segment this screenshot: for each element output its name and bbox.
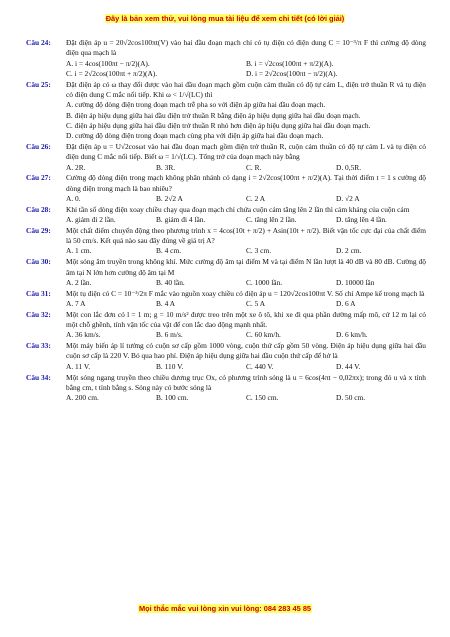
question-stem: Một chất điểm chuyển động theo phương trình x = 4cos(10t + π/2) + Asin(10t + π/2). Biết vận tốc cực đại của chất điểm là 50 cm/s. Kết quả nào sau đây đúng về giá trị A?: [66, 225, 426, 246]
option: A. i = 4cos(100πt − π/2)(A).: [66, 58, 150, 68]
question: [26, 257, 426, 288]
option: B. 2√2 A: [156, 193, 183, 203]
question: [26, 310, 426, 341]
option: C. 1000 lần.: [246, 277, 283, 287]
option: D. 10000 lần: [336, 277, 375, 287]
option: C. 5 A: [246, 298, 266, 308]
option: A. cường độ dòng điện trong đoạn mạch trễ pha so với điện áp giữa hai đầu đoạn mạch.: [66, 100, 326, 110]
option: B. điện áp hiệu dụng giữa hai đầu điện trở thuần R bằng điện áp hiệu dụng giữa hai đầu đoạn mạch.: [66, 110, 361, 120]
option: D. 6 km/h.: [336, 330, 368, 340]
question-stem: Khi tần số dòng điện xoay chiều chạy qua đoạn mạch chỉ chứa cuộn cảm tăng lên 2 lần thì cảm kháng của cuộn cảm: [66, 204, 410, 214]
question: [26, 373, 426, 404]
option: C. 2 A: [246, 193, 266, 203]
option-list: [66, 330, 426, 340]
question-stem: Cường độ dòng điện trong mạch không phân nhánh có dạng i = 2√2cos(100πt + π/2)(A). Tại thời điểm t = 1 s cường độ dòng điện trong mạch là bao nhiêu?: [66, 173, 426, 193]
question: [26, 226, 426, 257]
option: C. tăng lên 2 lần.: [246, 215, 297, 225]
question-label: Câu 28:: [26, 204, 51, 214]
question-label: Câu 27:: [26, 173, 51, 183]
option: B. 40 lần.: [156, 277, 185, 287]
question-label: Câu 30:: [26, 257, 51, 267]
option-list: [66, 278, 426, 288]
option: B. 100 cm.: [156, 393, 189, 403]
option: D. 50 cm.: [336, 393, 366, 403]
question-list: [26, 38, 426, 404]
option-list: [66, 59, 426, 80]
option-list: [66, 299, 426, 309]
option: D. √2 A: [336, 193, 360, 203]
option-list: [66, 163, 426, 173]
question: [26, 289, 426, 310]
option-list: [66, 393, 426, 403]
option-list: [66, 246, 426, 256]
question: [26, 173, 426, 204]
option: D. i = 2√2cos(100πt − π/2)(A).: [246, 68, 338, 78]
question-label: Câu 32:: [26, 309, 51, 319]
option: D. 44 V.: [336, 361, 361, 371]
question-stem: Một máy biến áp lí tưởng có cuộn sơ cấp gồm 1000 vòng, cuộn thứ cấp gồm 50 vòng. Điện áp hiệu dụng giữa hai đầu cuộn sơ cấp là 220 V. Bỏ qua hao phí. Điện áp hiệu dụng giữa hai đầu cuộn thứ cấp để hở là: [66, 341, 426, 361]
question-stem: Một tụ điện có C = 10⁻³/2π F mắc vào nguồn xoay chiều có điện áp u = 120√2cos100πt V. Số chỉ Ampe kế trong mạch là: [66, 288, 425, 298]
option: A. 36 km/s.: [66, 330, 101, 340]
question: [26, 80, 426, 142]
contact-banner: Mọi thắc mắc vui lòng xin vui lòng: 084 283 45 85: [138, 604, 312, 613]
option: C. R.: [246, 162, 262, 172]
option: C. 440 V.: [246, 361, 274, 371]
option-list: [66, 194, 426, 204]
option: D. cường độ dòng điện trong đoạn mạch cùng pha với điện áp giữa hai đầu đoạn mạch.: [66, 131, 324, 141]
option: A. 2R.: [66, 162, 86, 172]
option: A. 0.: [66, 193, 81, 203]
option: D. 0,5R.: [336, 162, 362, 172]
option: A. giảm đi 2 lần.: [66, 215, 116, 225]
option: A. 1 cm.: [66, 246, 92, 256]
option-list: [66, 215, 426, 225]
question-label: Câu 24:: [26, 38, 51, 47]
option: C. 60 km/h.: [246, 330, 281, 340]
option: D. 2 cm.: [336, 246, 362, 256]
question-stem: Đặt điện áp u = U√2cosωt vào hai đầu đoạn mạch gồm điện trở thuần R, cuộn cảm thuần có độ tự cảm L và tụ điện có điện dung C mắc nối tiếp. Biết ω = 1/√(LC). Tổng trở của đoạn mạch này bằng: [66, 141, 426, 162]
question-label: Câu 31:: [26, 288, 51, 298]
question-label: Câu 25:: [26, 79, 51, 89]
option: C. 3 cm.: [246, 246, 272, 256]
question-stem: Một sóng ngang truyền theo chiều dương trục Ox, có phương trình sóng là u = 6cos(4πt − 0,02πx); trong đó u và x tính bằng cm, t tính bằng s. Sóng này có bước sóng là: [66, 372, 426, 392]
option: C. điện áp hiệu dụng giữa hai đầu điện trở thuần R nhỏ hơn điện áp hiệu dụng giữa hai đầu đoạn mạch.: [66, 120, 371, 130]
question-label: Câu 34:: [26, 372, 51, 382]
option: C. 150 cm.: [246, 393, 279, 403]
option: B. 4 cm.: [156, 246, 182, 256]
option: B. 4 A: [156, 298, 176, 308]
question: [26, 38, 426, 79]
option: B. 3R.: [156, 162, 176, 172]
option: B. 110 V.: [156, 361, 184, 371]
question-label: Câu 33:: [26, 341, 51, 351]
option-list: [66, 362, 426, 372]
option: A. 7 A: [66, 298, 86, 308]
question-stem: Một sóng âm truyền trong không khí. Mức cường độ âm tại điểm M và tại điểm N lần lượt là 40 dB và 80 dB. Cường độ âm tại N lớn hơn cường độ âm tại M: [66, 257, 426, 277]
question-label: Câu 26:: [26, 141, 51, 151]
question-stem: Đặt điện áp u = 20√2cos100πt(V) vào hai đầu đoạn mạch chỉ có tụ điện có điện dung C = 10⁻³/π F thì cường độ dòng điện qua mạch là: [66, 38, 426, 58]
question: [26, 205, 426, 226]
question: [26, 142, 426, 173]
question-stem: Đặt điện áp có ω thay đổi được vào hai đầu đoạn mạch gồm cuộn cảm thuần có độ tự cảm L, điện trở thuần R và tụ điện có điện dung C mắc nối tiếp. Khi ω < 1/√(LC) thì: [66, 79, 426, 99]
question-stem: Một con lắc đơn có l = 1 m; g = 10 m/s² được treo trên một xe ô tô, khi xe đi qua phần đường mấp mô, cứ 12 m lại có một chỗ ghềnh, tính vận tốc của vật để con lắc dao động mạnh nhất.: [66, 309, 426, 330]
preview-banner: Đây là bản xem thử, vui lòng mua tài liệu để xem chi tiết (có lời giải): [105, 14, 345, 23]
question: [26, 341, 426, 372]
option: D. 6 A: [336, 298, 356, 308]
option: A. 2 lần.: [66, 277, 92, 287]
option: B. giảm đi 4 lần.: [156, 215, 206, 225]
option: B. 6 m/s.: [156, 330, 183, 340]
option: A. 200 cm.: [66, 393, 99, 403]
option: B. i = √2cos(100πt + π/2)(A).: [246, 58, 334, 68]
option: D. tăng lên 4 lần.: [336, 215, 387, 225]
option: C. i = 2√2cos(100πt + π/2)(A).: [66, 68, 158, 78]
question-label: Câu 29:: [26, 225, 51, 235]
option: A. 11 V.: [66, 361, 91, 371]
